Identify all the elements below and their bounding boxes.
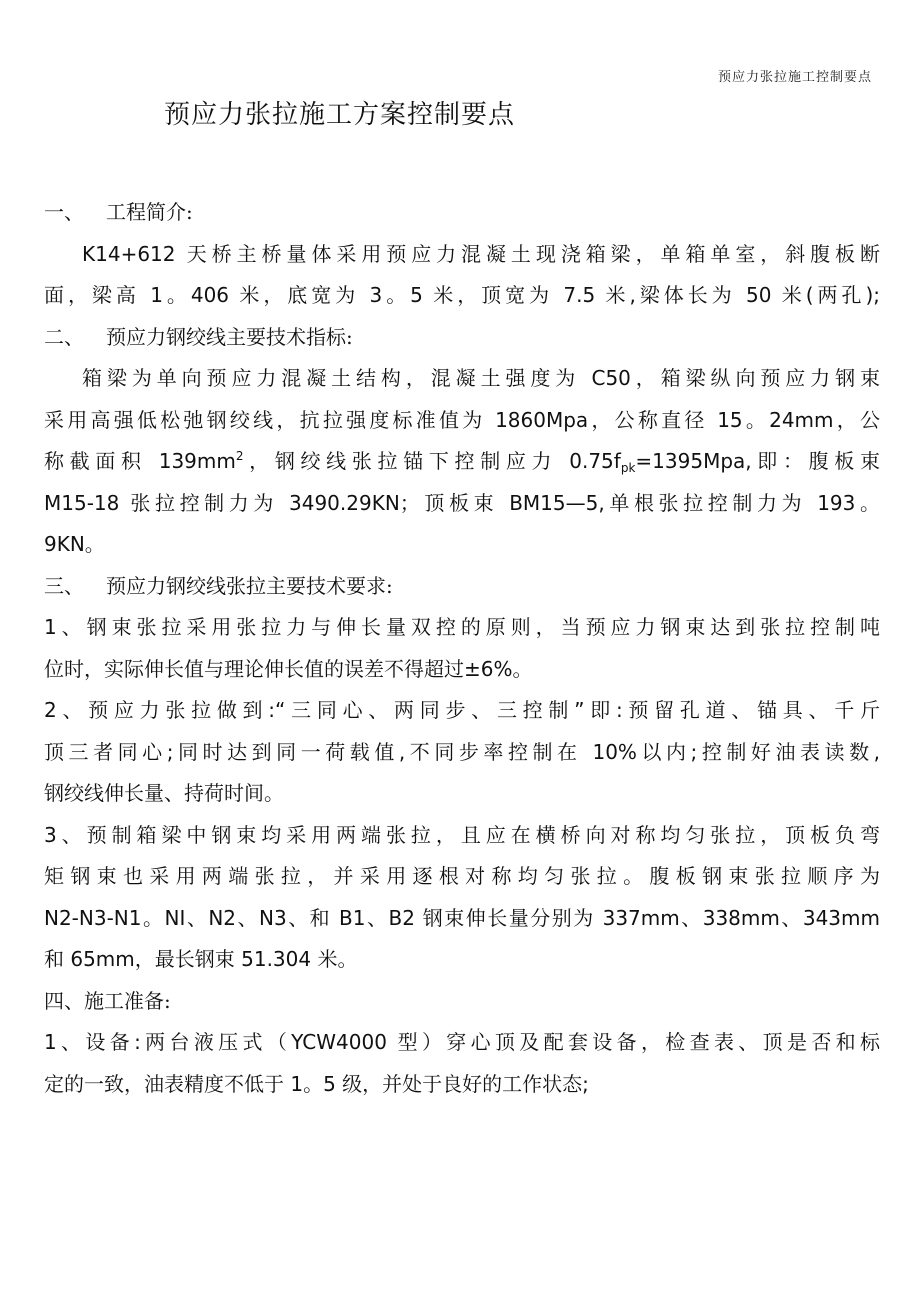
paragraph-line bbox=[44, 441, 880, 483]
paragraph-line: 钢绞线伸长量、持荷时间。 bbox=[44, 781, 284, 805]
text-fragment: 称截面积 139mm bbox=[44, 449, 236, 473]
paragraph-line: 采用高强低松弛钢绞线，抗拉强度标准值为 1860Mpa，公称直径 15。24mm，公 bbox=[44, 407, 880, 432]
list-item-2 bbox=[44, 690, 880, 815]
section-heading-2 bbox=[44, 317, 880, 359]
paragraph-line: 9KN。 bbox=[44, 532, 105, 556]
paragraph-line: 3、预制箱梁中钢束均采用两端张拉，且应在横桥向对称均匀张拉，顶板负弯 bbox=[44, 822, 880, 847]
section-heading-3 bbox=[44, 566, 880, 608]
paragraph-line: 箱梁为单向预应力混凝土结构，混凝土强度为 C50，箱梁纵向预应力钢束 bbox=[82, 366, 880, 390]
document-body bbox=[44, 192, 880, 1105]
paragraph-line: 定的一致，油表精度不低于 1。5 级，并处于良好的工作状态; bbox=[44, 1071, 589, 1096]
paragraph-line: M15-18 张拉控制力为 3490.29KN；顶板束 BM15—5,单根张拉控制力为 193。 bbox=[44, 490, 880, 515]
superscript: 2 bbox=[235, 449, 244, 463]
paragraph-line: 和 65mm，最长钢束 51.304 米。 bbox=[44, 947, 358, 971]
paragraph-line: N2-N3-N1。NI、N2、N3、和 B1、B2 钢束伸长量分别为 337mm、338mm、343mm bbox=[44, 905, 880, 930]
text-fragment: =1395Mpa,即：腹板束 bbox=[635, 449, 880, 473]
paragraph-line: 1、钢束张拉采用张拉力与伸长量双控的原则，当预应力钢束达到张拉控制吨 bbox=[44, 615, 880, 639]
document-title: 预应力张拉施工方案控制要点 bbox=[164, 100, 516, 130]
list-item-1 bbox=[44, 607, 880, 690]
paragraph-line: 矩钢束也采用两端张拉，并采用逐根对称均匀张拉。腹板钢束张拉顺序为 bbox=[44, 864, 880, 888]
paragraph-line: 位时，实际伸长值与理论伸长值的误差不得超过±6%。 bbox=[44, 656, 533, 681]
section-number: 三、 bbox=[44, 573, 84, 598]
section-heading-1 bbox=[44, 192, 880, 234]
section-title: 工程简介: bbox=[106, 200, 193, 224]
section-heading-4: 四、施工准备: bbox=[44, 988, 171, 1013]
paragraph-line: 2、预应力张拉做到:“三同心、两同步、三控制”即:预留孔道、锚具、千斤 bbox=[44, 698, 880, 722]
section-number: 二、 bbox=[44, 324, 84, 349]
section-title: 预应力钢绞线张拉主要技术要求: bbox=[106, 573, 393, 598]
text-fragment: ，钢绞线张拉锚下控制应力 0.75f bbox=[243, 449, 621, 473]
paragraph-line: 面，梁高 1。406 米，底宽为 3。5 米，顶宽为 7.5 米,梁体长为 50 米(两孔); bbox=[44, 283, 880, 307]
subscript: pk bbox=[620, 461, 636, 475]
paragraph-line: 顶三者同心;同时达到同一荷载值,不同步率控制在 10%以内;控制好油表读数, bbox=[44, 739, 880, 764]
list-item-3 bbox=[44, 815, 880, 981]
section-number: 一、 bbox=[44, 200, 84, 224]
list-item-4-1 bbox=[44, 1022, 880, 1105]
paragraph-line: 1、设备:两台液压式（YCW4000 型）穿心顶及配套设备，检查表、顶是否和标 bbox=[44, 1030, 880, 1054]
paragraph-line: K14+612 天桥主桥量体采用预应力混凝土现浇箱梁，单箱单室，斜腹板断 bbox=[82, 241, 880, 266]
running-header: 预应力张拉施工控制要点 bbox=[717, 70, 872, 85]
section-title: 预应力钢绞线主要技术指标: bbox=[106, 324, 353, 349]
